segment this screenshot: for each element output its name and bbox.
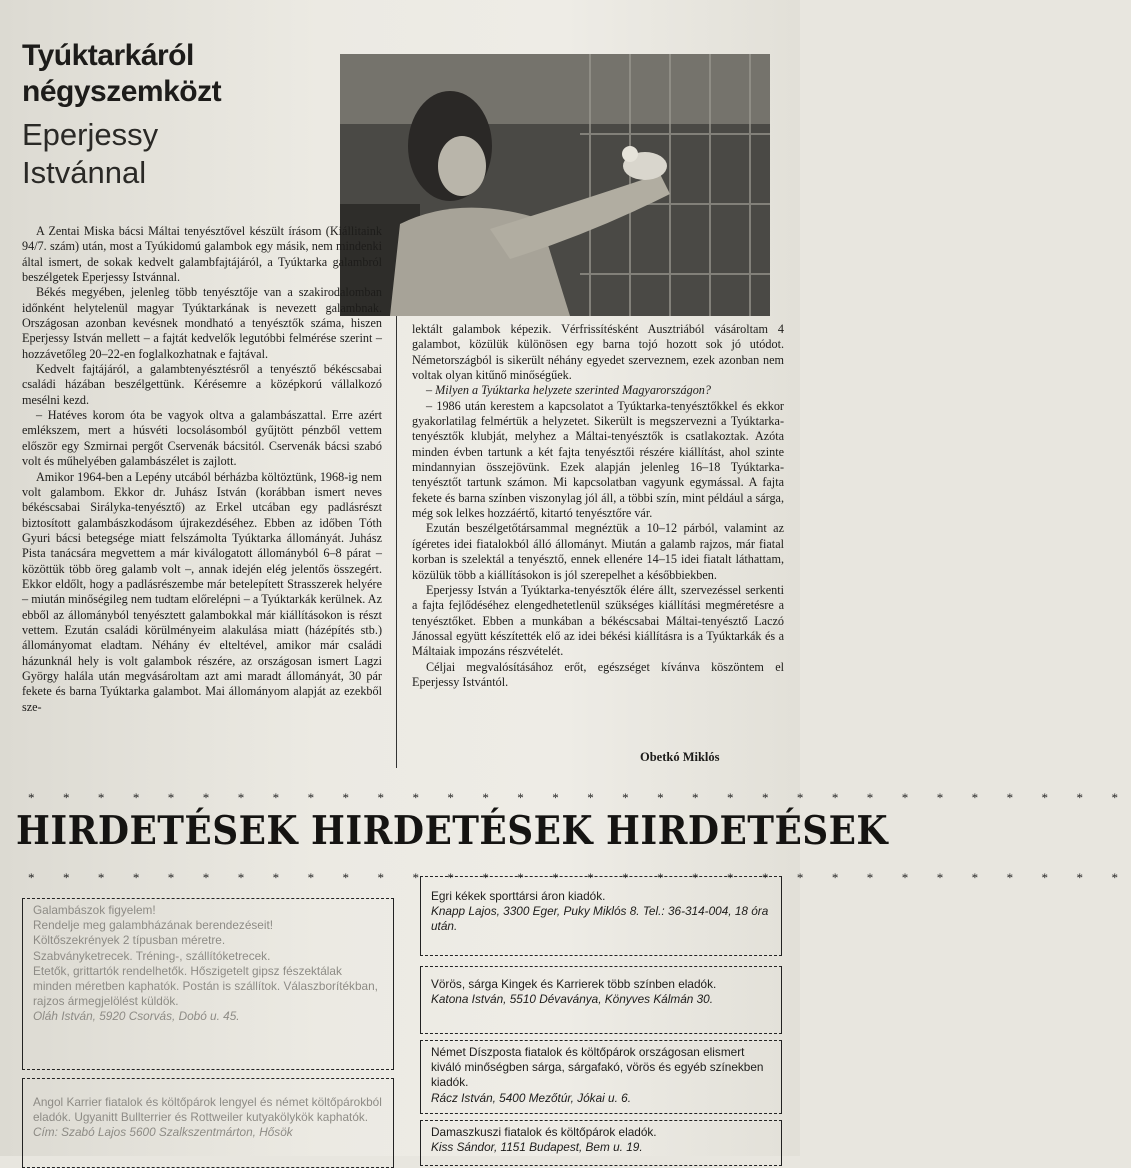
article-column-1: [22, 224, 382, 715]
ad-signature: Knapp Lajos, 3300 Eger, Puky Miklós 8. Tel.: 36-314-004, 18 óra után.: [431, 904, 769, 934]
ad-signature: Katona István, 5510 Dévaványa, Könyves Kálmán 30.: [431, 992, 713, 1007]
ad-box-damaszkuszi: [420, 1120, 782, 1166]
ad-line: Rendelje meg galambházának berendezéseit!: [33, 918, 274, 933]
ad-box-equipment: [22, 898, 394, 1070]
col2-paragraph: Eperjessy István a Tyúktarka-tenyésztők élére állt, szervezéssel serkenti a fajta fejlődéséhez elengedhetetlenül szükséges kiállítási megméretésre a tenyésztőket. Ebben a munkában a békéscsabai Máltai-tenyésztő Laczó Jánossal együtt készítették elő az idei békési kiállításra is a Tyúktarkák és a Máltaiak impozáns részvételét.: [412, 582, 784, 659]
breeder-with-pigeon-photo: [340, 54, 770, 316]
article-headline: [22, 38, 332, 192]
col2-paragraph: – 1986 után kerestem a kapcsolatot a Tyúktarka-tenyésztőkkel és ekkor gyakorlatilag felmértük a helyzetet. Sikerült is megszervezni a Tyúktarka-tenyésztők klubját, melyhez a Máltai-tenyésztők is csatlakoztak. Azóta minden évben tartunk a két fajta tenyésztői részére kiállítást, ahol szinte mindannyian összejövünk. Ezek alapján jelenleg 16–18 Tyúktarka-tenyésztőt tartunk számon. Mi kapcsolatban vagyunk egymással. A fajta fekete és barna színben viszonylag jól áll, a többi szín, mint például a sárga, még sok lelkes hozzáértő, kitartó tenyésztőre vár.: [412, 398, 784, 521]
column-divider: [396, 316, 397, 768]
ad-line: Német Díszposta fiatalok és költőpárok országosan elismert kiváló minőségben sárga, sárgafakó, vörös és egyéb színekben kiadók.: [431, 1045, 764, 1090]
col1-paragraph: Kedvelt fajtájáról, a galambtenyésztésről a tenyésztő békéscsabai családi házában beszélgettünk. Kérésemre a középkorú vállalkozó mesélni kezd.: [22, 362, 382, 407]
col1-paragraph: Békés megyében, jelenleg több tenyésztője van a szakirodalomban időnként helytelenül magyar Tyúktarkának is nevezett galambnak. Országosan azonban kevésnek mondható a tenyésztők száma, hiszen Eperjessy István mellett – a fajtát kedvelők legutóbbi felmérése szerint – hozzávetőleg 20–22-en foglalkozhatnak e fajtával.: [22, 285, 382, 361]
col2-paragraph: Ezután beszélgetőtársammal megnéztük a 10–12 párból, valamint az ígéretes idei fiatalokból álló állományt. Miután a galamb rajzos, már fiatal korban is szelektál a tenyésztő, ennek ellenére 14–15 idei fiatalt láthattam, közülük több a kiállításokon is jól szerepelhet a későbbiekben.: [412, 521, 784, 582]
ad-signature: Oláh István, 5920 Csorvás, Dobó u. 45.: [33, 1009, 240, 1024]
ad-line: Költőszekrények 2 típusban méretre.: [33, 933, 226, 948]
ad-box-karrier: [22, 1078, 394, 1168]
ad-line: Angol Karrier fiatalok és költőpárok lengyel és német költőpárokból eladók. Ugyanitt Bullterrier és Rottweiler kutyakölykök kaphatók.: [33, 1095, 382, 1125]
ad-line: Egri kékek sporttársi áron kiadók.: [431, 889, 606, 903]
ad-line: Damaszkuszi fiatalok és költőpárok eladók.: [431, 1125, 657, 1139]
subtitle-line-1: Eperjessy: [22, 117, 159, 152]
ads-banner-heading: HIRDETÉSEK HIRDETÉSEK HIRDETÉSEK: [16, 808, 889, 854]
stars-divider-top: * * * * * * * * * * * * * * * * * * * * * * * * * * * * * * * *: [28, 790, 1131, 805]
ad-signature: Cím: Szabó Lajos 5600 Szalkszentmárton, Hősök: [33, 1125, 293, 1140]
article-photo: [340, 54, 770, 316]
stars-divider-bottom: * * * * * * * * * * * * * * * * * * * * * * * * * * * * * * * *: [28, 870, 1131, 885]
ad-box-diszposta: [420, 1040, 782, 1114]
col1-paragraph: – Hatéves korom óta be vagyok oltva a galambászattal. Erre azért emlékszem, mert a húsvéti locsolásomból gyűjtött pénzből vettem először egy Szmirnai pergőt Cservenák bácsitól. Cservenák bácsi szabó volt és műhelyében galambászélet is zajlott.: [22, 408, 382, 469]
subtitle-line-2: Istvánnal: [22, 155, 147, 190]
article-column-2: [412, 322, 784, 690]
col2-paragraph: Céljai megvalósításához erőt, egészséget kívánva köszöntem el Eperjessy Istvántól.: [412, 659, 784, 689]
ad-box-egri: [420, 876, 782, 956]
col1-paragraph: A Zentai Miska bácsi Máltai tenyésztővel készült írásom (Kiállitaink 94/7. szám) után, most a Tyúkidomú galambok egy másik, nem mindenki által ismert, de sokak kedvelt galambfajtájáról, a Tyúktarka galambról beszélgetek Eperjessy Istvánnal.: [22, 224, 382, 285]
title-line-2: négyszemközt: [22, 75, 222, 108]
ad-line: Etetők, grittartók rendelhetők. Hőszigetelt gipsz fészektálak minden méretben kaphatók. Postán is szállítok. Válaszborítékban, rajzos ármegjelölést küldök.: [33, 963, 378, 1009]
ad-line: Galambászok figyelem!: [33, 903, 156, 917]
col2-paragraph: lektált galambok képezik. Vérfrissítésként Ausztriából vásároltam 4 galambot, közülük különösen egy barna tojó hozott sok jó utódot. Németországból is sikerült néhány egyedet szerveznem, ezek azonban nem voltak olyan kitűnő minőségűek.: [412, 322, 784, 383]
article-author: Obetkó Miklós: [640, 750, 720, 764]
title-line-1: Tyúktarkáról: [22, 39, 194, 72]
col1-paragraph: Amikor 1964-ben a Lepény utcából bérházba költöztünk, 1968-ig nem volt galambom. Ekkor dr. Juhász István (korábban ismert neves békéscsabai Sirálykа-tenyésztő) az Erkel utcában egy padlásrészt biztosított galambászkodásom újrakezdéséhez. Ebben az időben Tóth Gyuri bácsi betegsége miatt felszámolta Tyúktarka állományát. Juhász Pista tanácsára megvettem a már kiválogatott állományból 6–8 párat – közöttük több öreg galamb volt –, annak idején elég jelentős összegért. Ekkor eldőlt, hogy a padlásrészembe már betelepített Strasszerek helyére – miután minőségileg nem tudtam előrelépni – a Tyúktarkák kerülnek. Az ebből az állományból tenyésztett galambokkal már kiállításokon is részt vettem. Ezután családi körülményeim alakulása miatt (házépítés stb.) állományomat eladtam. Néhány év elteltével, amikor már családi házunknál hely is volt galambok részére, az országosan ismert Lagzi György halála után megvásároltam azt ami maradt állományát, 30 pár fekete és barna Tyúktarka galambot. Mai állományom alapját az ezekből sze-: [22, 469, 382, 714]
ad-signature: Rácz István, 5400 Mezőtúr, Jókai u. 6.: [431, 1090, 631, 1105]
ad-signature: Kiss Sándor, 1151 Budapest, Bem u. 19.: [431, 1140, 643, 1155]
ad-box-kingek: [420, 966, 782, 1034]
ad-line: Szabványketrecek. Tréning-, szállítóketrecek.: [33, 948, 271, 963]
ad-line: Vörös, sárga Kingek és Karrierek több színben eladók.: [431, 977, 717, 991]
interview-question: – Milyen a Tyúktarka helyzete szerinted Magyarországon?: [426, 383, 711, 398]
